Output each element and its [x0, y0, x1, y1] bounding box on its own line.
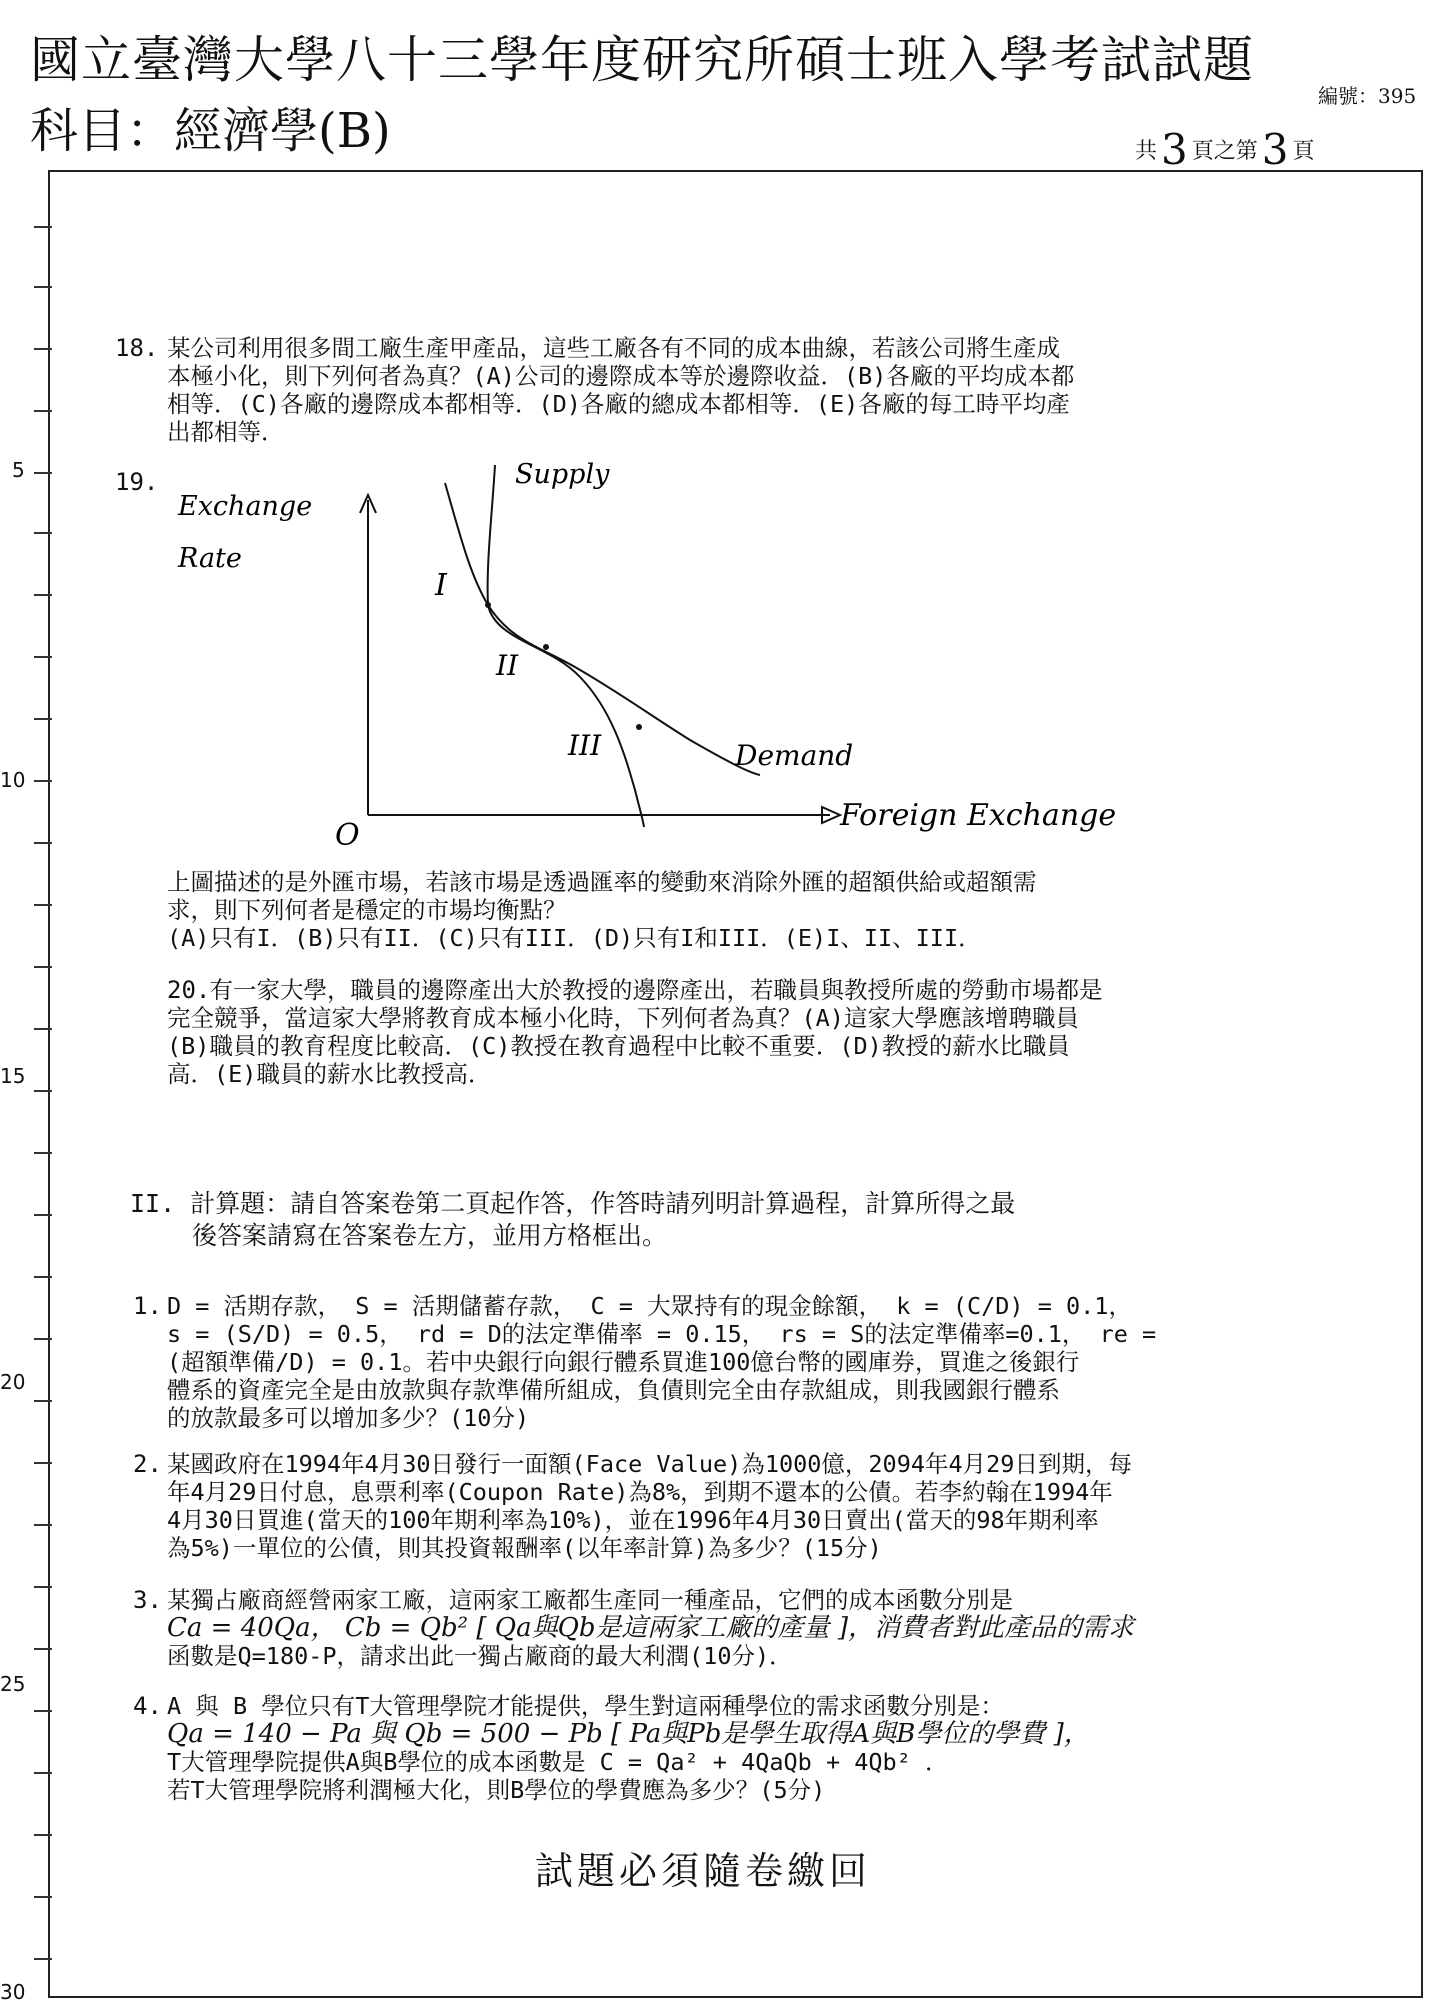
pages-total: 3	[1161, 125, 1188, 174]
problem-4	[133, 1692, 1090, 1804]
point-3-label: III	[568, 729, 602, 762]
margin-tick	[34, 1710, 52, 1712]
question-number: 18.	[115, 334, 159, 362]
problem-number: 1.	[133, 1292, 162, 1320]
problem-line: 年4月29日付息，息票利率(Coupon Rate)為8%，到期不還本的公債。若李約翰在1994年	[167, 1478, 1113, 1506]
problem-1	[133, 1292, 1156, 1432]
margin-tick	[34, 904, 52, 906]
exam-code: 編號：395	[1318, 84, 1417, 108]
margin-tick	[34, 1524, 52, 1526]
problem-line: T大管理學院提供A與B學位的成本函數是 C = Qa² + 4QaQb + 4Qb² ．	[167, 1748, 949, 1776]
margin-tick	[34, 472, 52, 474]
problem-number: 3.	[133, 1586, 162, 1614]
problem-number: 2.	[133, 1450, 162, 1478]
margin-tick	[34, 226, 52, 228]
subject-label: 科目：經濟學(B)	[30, 103, 391, 159]
question-20	[167, 976, 1102, 1088]
problem-line: A 與 B 學位只有T大管理學院才能提供，學生對這兩種學位的需求函數分別是：	[167, 1692, 1004, 1720]
question-line: 上圖描述的是外匯市場，若該市場是透過匯率的變動來消除外匯的超額供給或超額需	[167, 868, 1037, 896]
margin-tick	[34, 1648, 52, 1650]
section-text: 計算題：請自答案卷第二頁起作答，作答時請列明計算過程，計算所得之最	[190, 1189, 1016, 1218]
problem-line: 某獨占廠商經營兩家工廠，這兩家工廠都生產同一種產品，它們的成本函數分別是	[167, 1586, 1013, 1614]
problem-2	[133, 1450, 1132, 1562]
problem-line: 體系的資產完全是由放款與存款準備所組成，負債則完全由存款組成，則我國銀行體系	[167, 1376, 1060, 1404]
x-axis-label: Foreign Exchange	[840, 798, 1117, 833]
margin-tick	[34, 842, 52, 844]
question-line: (A)只有I．(B)只有II．(C)只有III．(D)只有I和III．(E)I、II、III．	[167, 924, 982, 952]
question-line: 出都相等．	[167, 418, 285, 446]
origin-label: O	[335, 818, 360, 853]
problem-line: 為5%)一單位的公債，則其投資報酬率(以年率計算)為多少？(15分)	[167, 1534, 882, 1562]
exchange-market-graph	[150, 455, 1170, 855]
margin-number: 30	[0, 1980, 26, 2004]
question-number: 19.	[115, 468, 159, 496]
equilibrium-point-3	[636, 724, 642, 730]
problem-number: 4.	[133, 1692, 162, 1720]
pages-suffix: 頁	[1292, 139, 1315, 164]
margin-tick	[34, 348, 52, 350]
margin-tick	[34, 286, 52, 288]
margin-tick	[34, 780, 52, 782]
section-line	[130, 1188, 1015, 1220]
margin-tick	[34, 656, 52, 658]
question-18	[115, 334, 1074, 446]
problem-line: Qa = 140 − Pa 與 Qb = 500 − Pb [ Pa與Pb是學生取得A與B學位的學費 ]，	[167, 1719, 1090, 1749]
problem-line: 函數是Q=180-P，請求出此一獨占廠商的最大利潤(10分)．	[167, 1642, 793, 1670]
margin-tick	[34, 1772, 52, 1774]
point-1-label: I	[435, 568, 447, 603]
y-axis-label-2: Rate	[178, 543, 242, 574]
margin-tick	[34, 1214, 52, 1216]
problem-3	[133, 1586, 1134, 1670]
problem-line: 某國政府在1994年4月30日發行一面額(Face Value)為1000億，2094年4月29日到期，每	[167, 1450, 1132, 1478]
margin-tick	[34, 1586, 52, 1588]
equilibrium-point-2	[543, 644, 549, 650]
margin-tick	[34, 594, 52, 596]
margin-tick	[34, 1958, 52, 1960]
point-2-label: II	[496, 649, 519, 682]
demand-label: Demand	[735, 739, 854, 772]
margin-number: 20	[0, 1370, 26, 1394]
supply-label: Supply	[515, 459, 610, 490]
supply-curve	[488, 465, 644, 827]
question-line: 相等．(C)各廠的邊際成本都相等．(D)各廠的總成本都相等．(E)各廠的每工時平均產	[167, 390, 1070, 418]
question-line: 某公司利用很多間工廠生產甲產品，這些工廠各有不同的成本曲線，若該公司將生產成	[167, 334, 1060, 362]
problem-line: 若T大管理學院將利潤極大化，則B學位的學費應為多少？(5分)	[167, 1776, 826, 1804]
margin-tick	[34, 1462, 52, 1464]
margin-tick	[34, 1896, 52, 1898]
problem-line: D = 活期存款， S = 活期儲蓄存款， C = 大眾持有的現金餘額， k = (C/D) = 0.1，	[167, 1292, 1132, 1320]
problem-line: Ca = 40Qa， Cb = Qb² [ Qa與Qb是這兩家工廠的產量 ]，消費者對此產品的需求	[167, 1613, 1134, 1643]
pages-mid: 頁之第	[1191, 139, 1258, 164]
question-line	[167, 976, 1102, 1004]
problem-line: (超額準備/D) = 0.1。若中央銀行向銀行體系買進100億台幣的國庫券，買進之後銀行	[167, 1348, 1080, 1376]
problem-line: 4月30日買進(當天的100年期利率為10%)，並在1996年4月30日賣出(當天的98年期利率	[167, 1506, 1099, 1534]
margin-tick	[34, 1028, 52, 1030]
problem-line: s = (S/D) = 0.5， rd = D的法定準備率 = 0.15， rs = S的法定準備率=0.1， re =	[167, 1320, 1157, 1348]
margin-number: 10	[0, 768, 26, 792]
question-number: 20.	[167, 976, 211, 1004]
margin-number: 25	[0, 1672, 26, 1696]
question-line: (B)職員的教育程度比較高．(C)教授在教育過程中比較不重要．(D)教授的薪水比職員	[167, 1032, 1070, 1060]
page-indicator	[1135, 125, 1315, 174]
margin-tick	[34, 1834, 52, 1836]
question-line-text: 有一家大學，職員的邊際產出大於教授的邊際產出，若職員與教授所處的勞動市場都是	[209, 976, 1103, 1004]
equilibrium-point-1	[485, 602, 491, 608]
exam-title: 國立臺灣大學八十三學年度研究所碩士班入學考試試題	[30, 31, 1254, 89]
margin-tick	[34, 1338, 52, 1340]
margin-tick	[34, 718, 52, 720]
pages-current: 3	[1261, 125, 1289, 174]
margin-tick	[34, 532, 52, 534]
margin-tick	[34, 1400, 52, 1402]
y-axis-label-1: Exchange	[178, 491, 313, 522]
question-19-text	[167, 868, 1037, 952]
margin-tick	[34, 1152, 52, 1154]
margin-number: 5	[12, 458, 25, 482]
question-line: 完全競爭，當這家大學將教育成本極小化時，下列何者為真？(A)這家大學應該增聘職員	[167, 1004, 1079, 1032]
return-notice: 試題必須隨卷繳回	[535, 1849, 872, 1893]
question-line: 本極小化，則下列何者為真？(A)公司的邊際成本等於邊際收益．(B)各廠的平均成本都	[167, 362, 1075, 390]
section-number: II.	[130, 1189, 176, 1218]
margin-tick	[34, 966, 52, 968]
margin-number: 15	[0, 1064, 26, 1088]
pages-prefix: 共	[1135, 139, 1158, 164]
demand-curve	[445, 483, 760, 775]
margin-tick	[34, 1090, 52, 1092]
section-line: 後答案請寫在答案卷左方，並用方格框出。	[192, 1221, 668, 1250]
margin-tick	[34, 1276, 52, 1278]
question-line: 高．(E)職員的薪水比教授高．	[167, 1060, 492, 1088]
margin-tick	[34, 410, 52, 412]
question-line: 求，則下列何者是穩定的市場均衡點？	[167, 896, 567, 924]
section-ii-heading	[130, 1188, 1015, 1252]
problem-line: 的放款最多可以增加多少？(10分)	[167, 1404, 530, 1432]
